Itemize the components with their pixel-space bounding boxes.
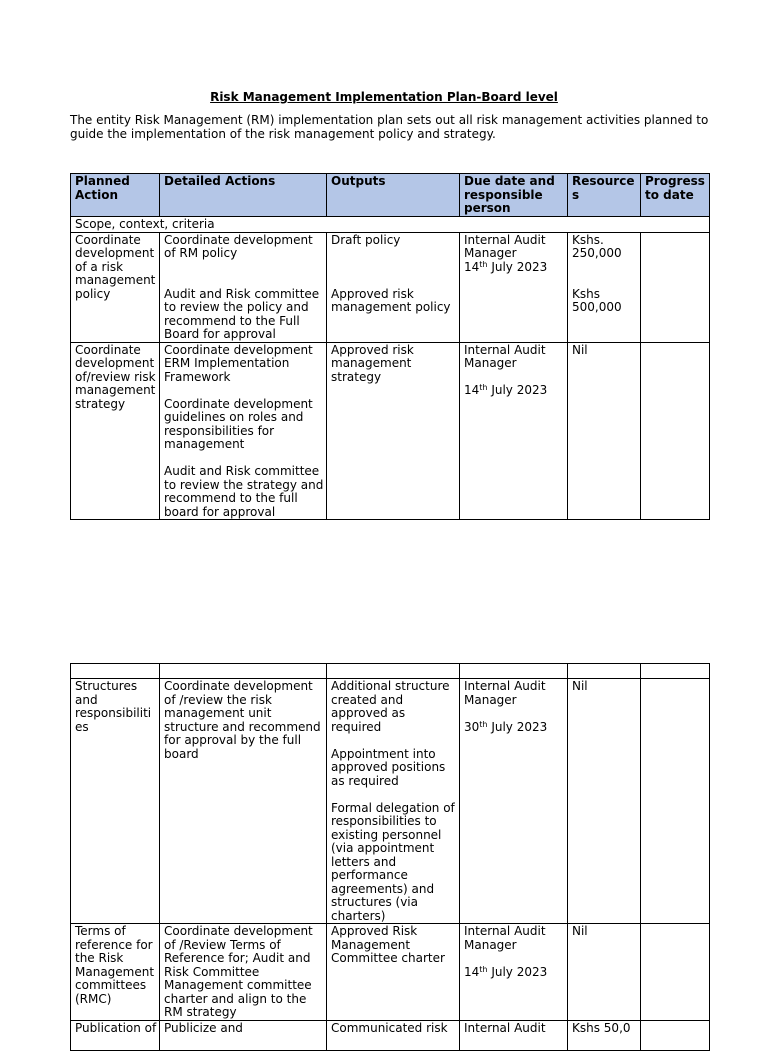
cell-text-line: Formal delegation of <box>331 800 455 815</box>
cell-text-line: Progress <box>645 174 705 188</box>
cell-text-line: of a risk <box>75 259 124 274</box>
cell-text-line: development <box>75 246 155 260</box>
cell-text-line: to date <box>645 187 694 202</box>
detailed-actions-cell <box>160 924 327 1021</box>
header-outputs <box>327 174 460 217</box>
empty-cell <box>71 664 160 679</box>
cell-text-line: (via appointment <box>331 841 435 855</box>
outputs-cell <box>327 342 460 520</box>
cell-text-line: Coordinate <box>75 342 141 357</box>
cell-text-line: s <box>572 187 580 202</box>
cell-text-line: management <box>75 383 156 397</box>
progress-cell <box>641 679 710 924</box>
cell-text-line: development <box>75 356 155 370</box>
cell-text-line: Draft policy <box>331 232 401 247</box>
cell-text-line: ERM Implementation <box>164 356 290 370</box>
cell-text-line: Communicated risk <box>331 1020 448 1035</box>
outputs-cell <box>327 1020 460 1050</box>
cell-text-line: strategy <box>75 396 126 411</box>
due-date-cell <box>460 232 568 342</box>
cell-text-line: Outputs <box>331 174 386 188</box>
progress-cell <box>641 1020 710 1050</box>
cell-text-line: structures (via <box>331 895 418 909</box>
cell-text-line: Nil <box>572 679 588 693</box>
progress-cell <box>641 342 710 520</box>
cell-text-line: Kshs 50,0 <box>572 1020 631 1035</box>
cell-text-line: Terms of <box>75 924 126 938</box>
implementation-plan-table-continued <box>70 663 710 1051</box>
repeated-header-row <box>71 664 710 679</box>
resources-cell <box>568 1020 641 1050</box>
cell-text-line: Additional structure <box>331 679 450 693</box>
empty-cell <box>327 664 460 679</box>
cell-text-line: Coordinate development <box>164 679 313 693</box>
cell-text-line: Detailed Actions <box>164 174 276 188</box>
cell-text-line: Framework <box>164 369 231 384</box>
cell-text-line: committees <box>75 978 147 992</box>
cell-text-line: charters) <box>331 908 386 923</box>
cell-text-line: structure and recommend <box>164 719 321 734</box>
table-row <box>71 1020 710 1050</box>
cell-text-line: Manager <box>464 246 517 260</box>
cell-text-line: agreements) and <box>331 881 435 896</box>
cell-text-line: Planned <box>75 174 130 188</box>
cell-text-line: to review the policy and <box>164 300 309 314</box>
cell-text-line: Approved Risk <box>331 924 418 938</box>
cell-text-line: charter and align to the <box>164 991 307 1006</box>
cell-text-line: for approval by the full <box>164 733 302 747</box>
due-date: 14th July 2023 <box>464 383 548 397</box>
cell-text-line: of /review the risk <box>164 692 272 707</box>
cell-text-line: Kshs. <box>572 232 604 247</box>
due-date: 30th July 2023 <box>464 719 548 734</box>
cell-text-line: created and <box>331 692 404 707</box>
cell-text-line: Management committee <box>164 978 312 992</box>
cell-text-line: policy <box>75 286 111 301</box>
cell-text-line: of RM policy <box>164 246 238 260</box>
cell-text-line: approved positions <box>331 760 446 774</box>
table-header-row <box>71 174 710 217</box>
cell-text-line: Management <box>331 937 411 952</box>
cell-text-line: recommend to the Full <box>164 313 300 328</box>
cell-text-line: 250,000 <box>572 246 622 260</box>
cell-text-line: of/review risk <box>75 369 156 384</box>
cell-text-line: and <box>75 692 98 707</box>
cell-text-line: Manager <box>464 692 517 707</box>
cell-text-line: Coordinate <box>75 232 141 247</box>
cell-text-line: responsibiliti <box>75 706 152 720</box>
cell-text-line: Approved risk <box>331 286 414 301</box>
cell-text-line: Internal Audit <box>464 342 546 357</box>
cell-text-line: existing personnel <box>331 827 442 842</box>
cell-text-line: Coordinate development <box>164 342 313 357</box>
cell-text-line: to review the strategy and <box>164 477 324 492</box>
cell-text-line: person <box>464 201 511 215</box>
cell-text-line: board for approval <box>164 504 276 519</box>
outputs-cell <box>327 232 460 342</box>
header-planned-action <box>71 174 160 217</box>
section-heading: Scope, context, criteria <box>71 217 710 233</box>
cell-text-line: Audit and Risk committee <box>164 464 320 478</box>
cell-text-line: reference for <box>75 937 153 952</box>
cell-text-line: Risk Committee <box>164 964 260 979</box>
due-date: 14th July 2023 <box>464 259 548 274</box>
empty-cell <box>460 664 568 679</box>
cell-text-line: Resource <box>572 174 635 188</box>
progress-cell <box>641 924 710 1021</box>
cell-text-line: Reference for; Audit and <box>164 951 311 965</box>
cell-text-line: of /Review Terms of <box>164 937 281 952</box>
cell-text-line: as required <box>331 773 399 788</box>
cell-text-line: Structures <box>75 679 138 693</box>
cell-text-line: Nil <box>572 342 588 357</box>
cell-text-line: Coordinate development <box>164 396 313 411</box>
cell-text-line: Publication of <box>75 1020 157 1035</box>
header-progress <box>641 174 710 217</box>
cell-text-line: Internal Audit <box>464 1020 546 1035</box>
table-row <box>71 232 710 342</box>
cell-text-line: letters and <box>331 854 397 869</box>
cell-text-line: Internal Audit <box>464 924 546 938</box>
cell-text-line: (RMC) <box>75 991 112 1006</box>
cell-text-line: RM strategy <box>164 1005 237 1019</box>
cell-text-line: responsibilities for <box>164 423 275 438</box>
progress-cell <box>641 232 710 342</box>
cell-text-line: Coordinate development <box>164 924 313 938</box>
implementation-plan-table <box>70 173 710 520</box>
cell-text-line: recommend to the full <box>164 491 298 505</box>
table-row <box>71 342 710 520</box>
cell-text-line: approved as <box>331 706 406 720</box>
cell-text-line: Internal Audit <box>464 679 546 693</box>
intro-line: guide the implementation of the risk management policy and strategy. <box>70 126 496 141</box>
cell-text-line: Manager <box>464 937 517 952</box>
due-date-cell <box>460 1020 568 1050</box>
cell-text-line: Approved risk <box>331 342 414 357</box>
cell-text-line: management <box>331 356 412 370</box>
document-title: Risk Management Implementation Plan-Board level <box>210 90 558 104</box>
section-row <box>71 217 710 233</box>
planned-action-cell <box>71 1020 160 1050</box>
resources-cell <box>568 232 641 342</box>
outputs-cell <box>327 679 460 924</box>
planned-action-cell <box>71 679 160 924</box>
cell-text-line: Management <box>75 964 155 979</box>
cell-text-line: Kshs <box>572 286 600 301</box>
cell-text-line: guidelines on roles and <box>164 410 304 424</box>
cell-text-line: Due date and <box>464 174 555 188</box>
cell-text-line: board <box>164 746 199 761</box>
cell-text-line: responsible <box>464 187 543 202</box>
cell-text-line: es <box>75 719 89 734</box>
cell-text-line: management policy <box>331 300 451 314</box>
cell-text-line: required <box>331 719 382 734</box>
cell-text-line: Committee charter <box>331 951 445 965</box>
cell-text-line: performance <box>331 868 408 882</box>
detailed-actions-cell <box>160 232 327 342</box>
detailed-actions-cell <box>160 1020 327 1050</box>
intro-line: The entity Risk Management (RM) implementation plan sets out all risk management activities planned to <box>70 113 709 127</box>
header-due-date <box>460 174 568 217</box>
planned-action-cell <box>71 342 160 520</box>
empty-cell <box>160 664 327 679</box>
due-date-cell <box>460 342 568 520</box>
cell-text-line: responsibilities to <box>331 814 437 828</box>
header-resources <box>568 174 641 217</box>
cell-text-line: Manager <box>464 356 517 370</box>
cell-text-line: Publicize and <box>164 1020 243 1035</box>
detailed-actions-cell <box>160 342 327 520</box>
cell-text-line: Audit and Risk committee <box>164 286 320 301</box>
resources-cell <box>568 342 641 520</box>
table-row <box>71 924 710 1021</box>
empty-cell <box>641 664 710 679</box>
cell-text-line: management unit <box>164 706 272 720</box>
intro-paragraph <box>70 114 710 141</box>
planned-action-cell <box>71 924 160 1021</box>
cell-text-line: management <box>164 437 245 451</box>
cell-text-line: Action <box>75 187 119 202</box>
resources-cell <box>568 679 641 924</box>
empty-cell <box>568 664 641 679</box>
cell-text-line: 500,000 <box>572 300 622 314</box>
cell-text-line: Internal Audit <box>464 232 546 247</box>
resources-cell <box>568 924 641 1021</box>
cell-text-line: Coordinate development <box>164 232 313 247</box>
due-date-cell <box>460 679 568 924</box>
header-detailed-actions <box>160 174 327 217</box>
planned-action-cell <box>71 232 160 342</box>
outputs-cell <box>327 924 460 1021</box>
cell-text-line: strategy <box>331 369 382 384</box>
due-date-cell <box>460 924 568 1021</box>
cell-text-line: management <box>75 273 156 287</box>
cell-text-line: Board for approval <box>164 327 276 341</box>
detailed-actions-cell <box>160 679 327 924</box>
cell-text-line: Appointment into <box>331 746 436 761</box>
table-row <box>71 679 710 924</box>
due-date: 14th July 2023 <box>464 964 548 979</box>
cell-text-line: Nil <box>572 924 588 938</box>
cell-text-line: the Risk <box>75 951 124 965</box>
